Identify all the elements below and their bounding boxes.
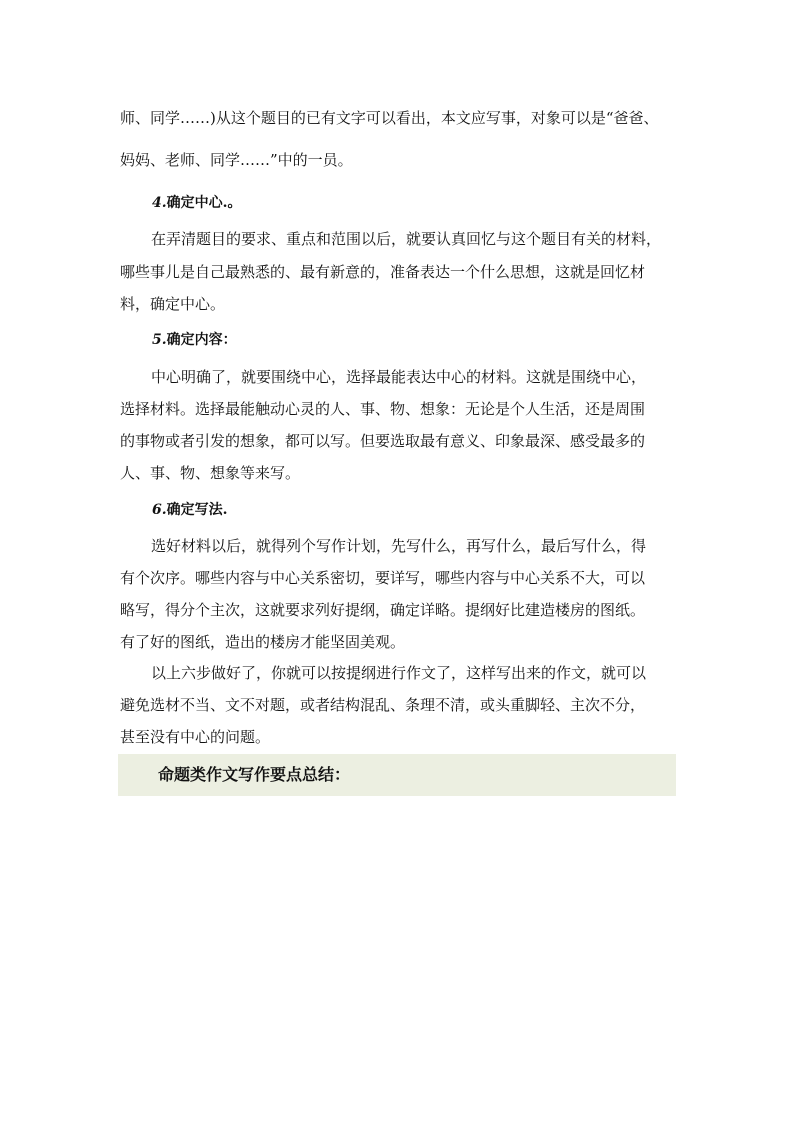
section-5-heading: [152, 331, 237, 349]
intro-line-2: 妈妈、老师、同学……”中的一员。: [120, 151, 353, 169]
section-6-title: 确定写法.: [166, 502, 228, 518]
section-6-line-1: 选好材料以后，就得列个写作计划，先写什么，再写什么，最后写什么，得: [151, 537, 647, 555]
section-6-line-2: 有个次序。哪些内容与中心关系密切，要详写，哪些内容与中心关系不大，可以: [120, 569, 646, 587]
section-4-line-1: 在弄清题目的要求、重点和范围以后，就要认真回忆与这个题目有关的材料，: [151, 230, 662, 248]
section-5-title: 确定内容：: [166, 332, 237, 348]
section-5-line-4: 人、事、物、想象等来写。: [120, 464, 301, 482]
section-5-line-1: 中心明确了，就要围绕中心，选择最能表达中心的材料。这就是围绕中心，: [151, 368, 647, 386]
section-5-line-2: 选择材料。选择最能触动心灵的人、事、物、想象：无论是个人生活，还是周围: [120, 400, 646, 418]
section-6-heading: [152, 501, 228, 519]
section-4-line-2: 哪些事儿是自己最熟悉的、最有新意的，准备表达一个什么思想，这就是回忆材: [120, 263, 646, 281]
section-5-line-3: 的事物或者引发的想象，都可以写。但要选取最有意义、印象最深、感受最多的: [120, 432, 646, 450]
conclusion-line-1: 以上六步做好了，你就可以按提纲进行作文了，这样写出来的作文，就可以: [151, 664, 647, 682]
section-4-heading: [152, 194, 242, 212]
section-6-line-3: 略写，得分个主次，这就要求列好提纲，确定详略。提纲好比建造楼房的图纸。: [120, 601, 646, 619]
section-6-number: 6.: [152, 502, 167, 518]
section-5-number: 5.: [152, 332, 167, 348]
section-6-line-4: 有了好的图纸，造出的楼房才能坚固美观。: [120, 633, 406, 651]
conclusion-line-2: 避免选材不当、文不对题，或者结构混乱、条理不清，或头重脚轻、主次不分，: [120, 696, 646, 714]
section-4-number: 4.: [152, 195, 167, 211]
conclusion-line-3: 甚至没有中心的问题。: [120, 728, 271, 746]
summary-banner: [118, 754, 676, 796]
section-4-title: 确定中心.。: [166, 195, 242, 211]
summary-title: 命题类作文写作要点总结：: [158, 765, 351, 784]
section-4-line-3: 料，确定中心。: [120, 295, 226, 313]
intro-line-1: 师、同学……)从这个题目的已有文字可以看出，本文应写事，对象可以是“爸爸、: [120, 109, 659, 127]
